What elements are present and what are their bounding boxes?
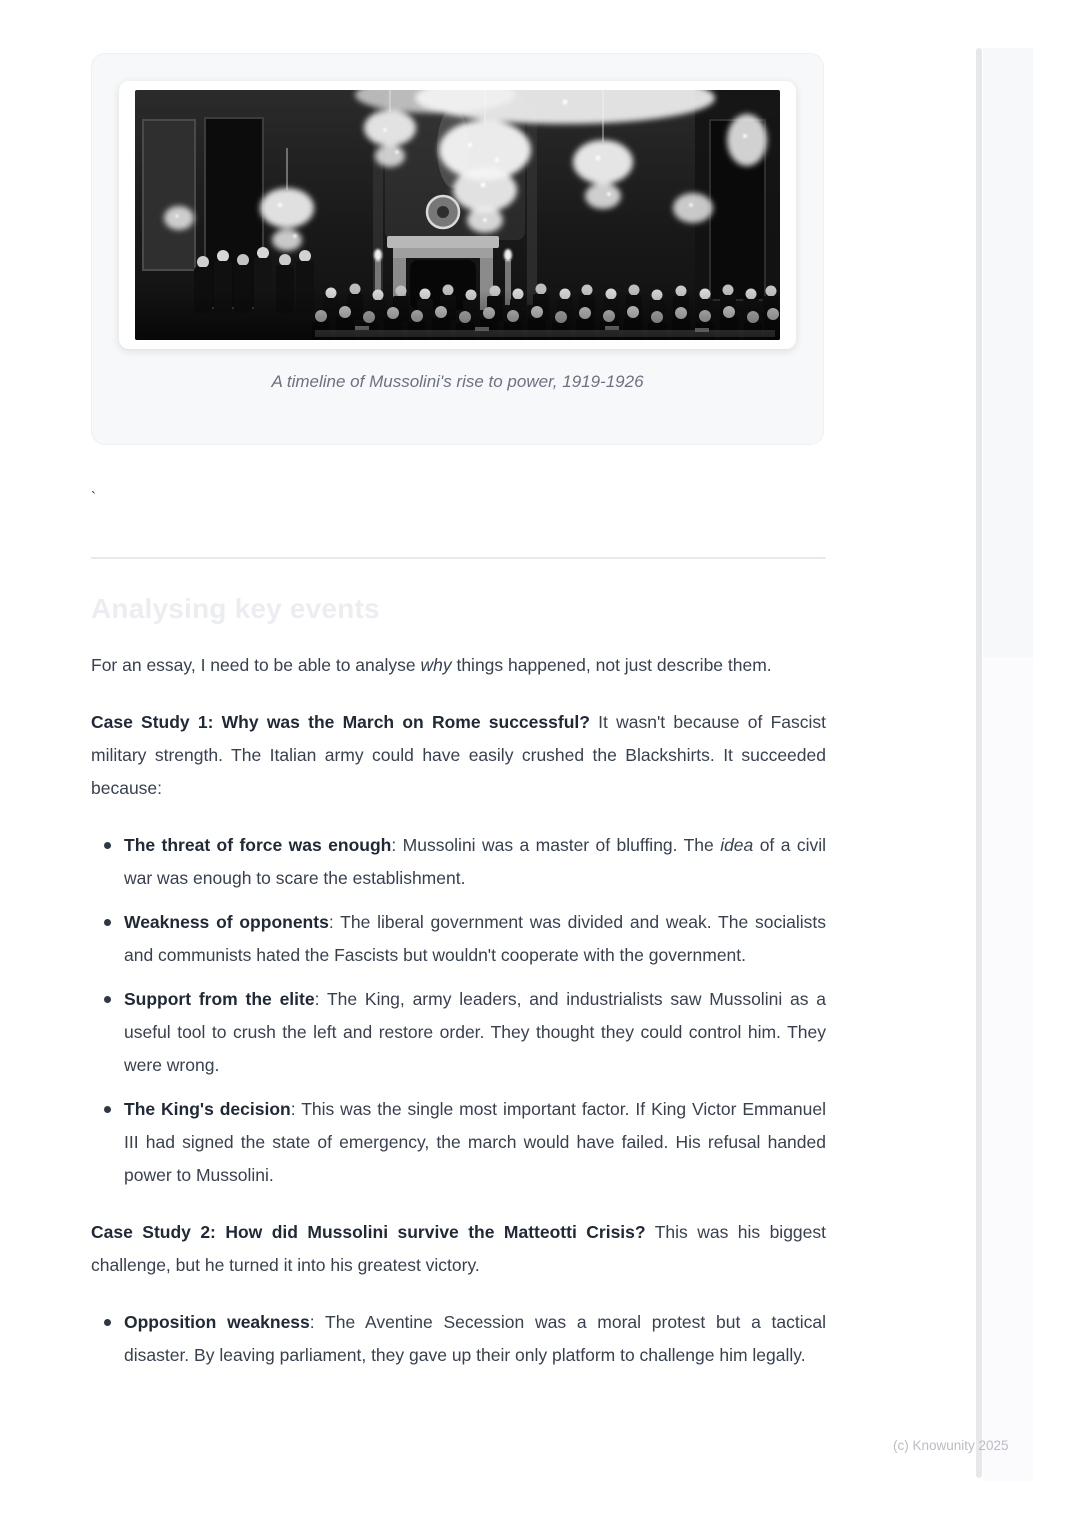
history-photo — [135, 90, 780, 340]
adjacent-page-edge-top — [983, 48, 1033, 657]
list-item-lead: Opposition weakness — [124, 1312, 310, 1332]
intro-text-post: things happened, not just describe them. — [451, 655, 772, 675]
scrollbar-thumb[interactable] — [976, 48, 982, 1478]
figure-card — [91, 53, 824, 445]
case-study-2-paragraph — [91, 1216, 826, 1282]
list-item-text: of a civil war was enough to scare the establishment. — [124, 835, 826, 888]
section-heading: Analysing key events — [91, 593, 380, 624]
list-item — [124, 983, 826, 1082]
list-item-lead: The King's decision — [124, 1099, 291, 1119]
list-item-em: idea — [720, 835, 754, 855]
case-study-2-text: This was his biggest challenge, but he turned it into his greatest victory. — [91, 1222, 827, 1275]
case-study-2-lead: Case Study 2: How did Mussolini survive the Matteotti Crisis? — [91, 1222, 646, 1242]
list-item — [124, 1306, 826, 1372]
list-item-lead: Support from the elite — [124, 989, 315, 1009]
list-item-text: : The liberal government was divided and weak. The socialists and communists hated the Fascists but wouldn't cooperate with the government. — [124, 912, 826, 965]
intro-em: why — [420, 655, 452, 675]
list-item — [124, 906, 826, 972]
list-item-lead: Weakness of opponents — [124, 912, 329, 932]
list-item-lead: The threat of force was enough — [124, 835, 392, 855]
case-study-1-text: It wasn't because of Fascist military strength. The Italian army could have easily crushed the Blackshirts. It succeeded because: — [91, 712, 826, 798]
list-item-text: : The King, army leaders, and industrialists saw Mussolini as a useful tool to crush the left and restore order. They thought they could control him. They were wrong. — [124, 989, 827, 1075]
intro-text-pre: For an essay, I need to be able to analyse — [91, 655, 421, 675]
case-study-1-list — [91, 829, 826, 1192]
list-item — [124, 829, 826, 895]
figure-caption: A timeline of Mussolini's rise to power, 1919-1926 — [271, 372, 644, 391]
case-study-1-lead: Case Study 1: Why was the March on Rome successful? — [91, 712, 590, 732]
list-item — [124, 1093, 826, 1192]
section-divider — [91, 557, 826, 559]
document-page — [91, 0, 826, 1372]
list-item-text: : Mussolini was a master of bluffing. The — [391, 835, 721, 855]
stray-backtick-text: ` — [91, 489, 96, 506]
chandelier-hall-photo — [135, 90, 780, 340]
case-study-2-list — [91, 1306, 826, 1372]
list-item-text: : This was the single most important factor. If King Victor Emmanuel III had signed the state of emergency, the march would have failed. His refusal handed power to Mussolini. — [124, 1099, 827, 1185]
case-study-1-paragraph — [91, 706, 826, 805]
intro-paragraph — [91, 649, 826, 682]
photo-frame — [119, 81, 796, 349]
list-item-text: : The Aventine Secession was a moral protest but a tactical disaster. By leaving parliament, they gave up their only platform to challenge him legally. — [124, 1312, 826, 1365]
copyright-watermark: (c) Knowunity 2025 — [893, 1438, 1009, 1453]
adjacent-page-edge-bottom — [983, 657, 1033, 1481]
